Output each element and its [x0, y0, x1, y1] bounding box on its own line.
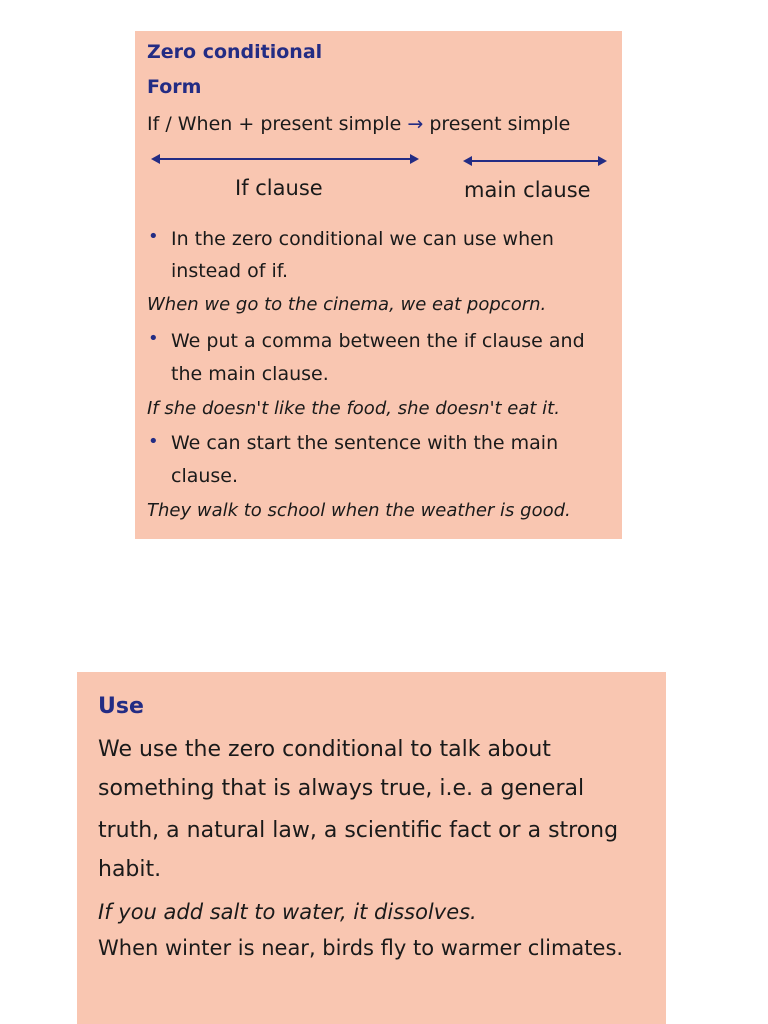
bullet-icon: • [148, 226, 159, 247]
arrow-right-head-icon [598, 156, 607, 166]
arrow-right-head-icon [410, 154, 419, 164]
formula-line [147, 113, 570, 135]
use-line-3: truth, a natural law, a scientific fact or a strong [98, 818, 619, 843]
bullet-2-line-2: the main clause. [171, 363, 329, 385]
section-title-use: Use [98, 694, 144, 719]
main-clause-label: main clause [464, 178, 591, 202]
use-example-2: When winter is near, birds fly to warmer climates. [98, 936, 624, 960]
bullet-3-line-1: We can start the sentence with the main [171, 432, 559, 454]
arrow-left-head-icon [463, 156, 472, 166]
bullet-1-line-1: In the zero conditional we can use when [171, 228, 554, 250]
arrow-left-head-icon [151, 154, 160, 164]
bullet-icon: • [148, 328, 159, 349]
use-example-1: If you add salt to water, it dissolves. [98, 900, 477, 924]
bullet-1-line-2: instead of if. [171, 260, 289, 282]
if-clause-span-arrow [153, 158, 417, 160]
card-title: Zero conditional [147, 41, 323, 63]
bullet-icon: • [148, 431, 159, 452]
main-clause-span-arrow [465, 160, 605, 162]
formula-left: If / When + present simple [147, 113, 402, 135]
arrow-right-icon: → [407, 113, 424, 135]
use-line-2: something that is always true, i.e. a general [98, 776, 585, 801]
bullet-2-line-1: We put a comma between the if clause and [171, 330, 585, 352]
example-2: If she doesn't like the food, she doesn't eat it. [147, 398, 560, 419]
section-title-form: Form [147, 76, 202, 98]
bullet-3-line-2: clause. [171, 465, 239, 487]
use-line-4: habit. [98, 857, 162, 882]
example-3: They walk to school when the weather is good. [147, 500, 571, 521]
form-card [135, 31, 622, 539]
use-card [77, 672, 666, 1024]
formula-right: present simple [429, 113, 571, 135]
use-line-1: We use the zero conditional to talk about [98, 737, 551, 762]
example-1: When we go to the cinema, we eat popcorn. [147, 294, 547, 315]
if-clause-label: If clause [235, 176, 323, 200]
